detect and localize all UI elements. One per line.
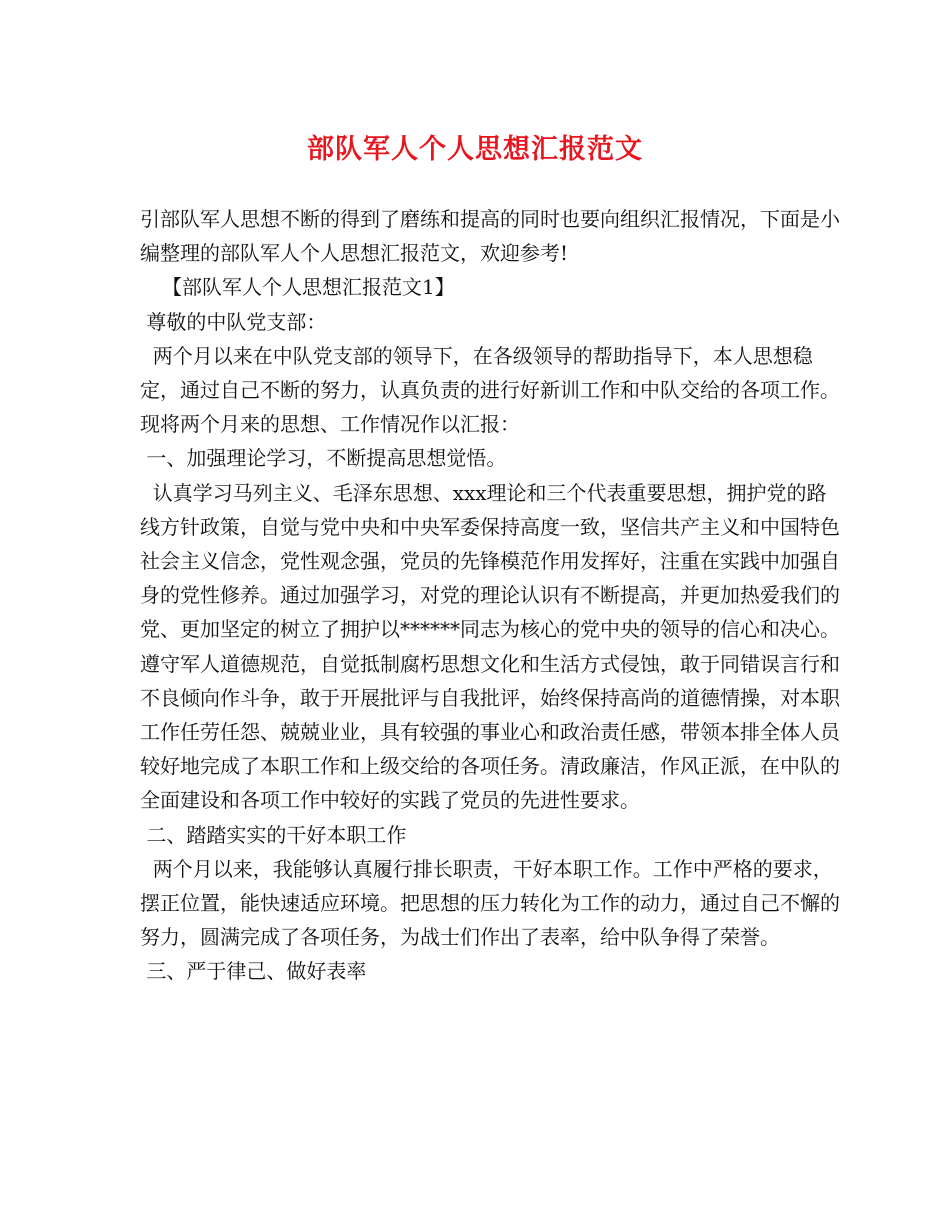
- opening-paragraph: 两个月以来在中队党支部的领导下，在各级领导的帮助指导下，本人思想稳定，通过自己不断的努力，认真负责的进行好新训工作和中队交给的各项工作。现将两个月来的思想、工作情况作以汇报：: [140, 343, 840, 437]
- section-heading-1: 一、加强理论学习，不断提高思想觉悟。: [140, 446, 507, 471]
- section-heading-2: 二、踏踏实实的干好本职工作: [140, 822, 407, 847]
- section-heading-sample-1: 【部队军人个人思想汇报范文1】: [162, 275, 455, 300]
- section-1-paragraph: 认真学习马列主义、毛泽东思想、xxx理论和三个代表重要思想，拥护党的路线方针政策，自觉与党中央和中央军委保持高度一致，坚信共产主义和中国特色社会主义信念，党性观念强，党员的先锋模范作用发挥好，注重在实践中加强自身的党性修养。通过加强学习，对党的理论认识有不断提高，并更加热爱我们的党、更加坚定的树立了拥护以******同志为核心的党中央的领导的信心和决心。遵守军人道德规范，自觉抵制腐朽思想文化和生活方式侵蚀，敢于同错误言行和不良倾向作斗争，敢于开展批评与自我批评，始终保持高尚的道德情操，对本职工作任劳任怨、兢兢业业，具有较强的事业心和政治责任感，带领本排全体人员较好地完成了本职工作和上级交给的各项任务。清政廉洁，作风正派，在中队的全面建设和各项工作中较好的实践了党员的先进性要求。: [140, 480, 840, 813]
- document-body: [140, 202, 840, 989]
- section-2-paragraph: 两个月以来，我能够认真履行排长职责，干好本职工作。工作中严格的要求，摆正位置，能快速适应环境。把思想的压力转化为工作的动力，通过自己不懈的努力，圆满完成了各项任务，为战士们作出了表率，给中队争得了荣誉。: [140, 856, 840, 950]
- salutation: 尊敬的中队党支部：: [140, 309, 327, 334]
- section-heading-3: 三、严于律己、做好表率: [140, 959, 367, 984]
- document-title: 部队军人个人思想汇报范文: [307, 134, 643, 165]
- intro-paragraph: 引部队军人思想不断的得到了磨练和提高的同时也要向组织汇报情况，下面是小编整理的部队军人个人思想汇报范文，欢迎参考!: [140, 207, 840, 266]
